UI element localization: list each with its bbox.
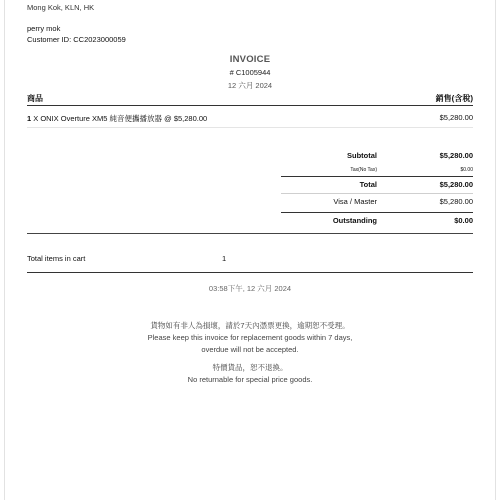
item-description: X ONIX Overture XM5 純音便攜播放器 @ $5,280.00 (33, 114, 208, 123)
special-price-note-en: No returnable for special price goods. (187, 375, 313, 384)
outstanding-label: Outstanding (332, 216, 377, 225)
tax-value: $0.00 (460, 167, 473, 173)
customer-id: Customer ID: CC2023000059 (27, 35, 126, 44)
print-timestamp: 03:58下午, 12 六月 2024 (208, 284, 292, 293)
total-value: $5,280.00 (439, 180, 473, 189)
cart-count-value: 1 (222, 254, 227, 263)
return-policy-en-line1: Please keep this invoice for replacement goods within 7 days, (147, 333, 353, 342)
payment-label: Visa / Master (333, 197, 377, 206)
subtotal-value: $5,280.00 (439, 151, 473, 160)
line-item (27, 113, 473, 124)
subtotal-label: Subtotal (347, 151, 377, 160)
cart-count-label: Total items in cart (27, 254, 86, 263)
invoice-number: # C1005944 (229, 68, 271, 77)
header-divider (27, 105, 473, 106)
section-divider (27, 233, 473, 234)
special-price-note-zh: 特價貨品，恕不退換。 (212, 363, 288, 372)
return-policy-en-line2: overdue will not be accepted. (201, 345, 299, 354)
payment-divider (281, 193, 473, 194)
invoice-date: 12 六月 2024 (227, 81, 273, 90)
customer-name: perry mok (27, 24, 61, 33)
payment-value: $5,280.00 (439, 197, 473, 206)
item-divider (27, 127, 473, 128)
total-label: Total (359, 180, 377, 189)
tax-label: Tax(No Tax) (350, 167, 377, 173)
outstanding-value: $0.00 (454, 216, 473, 225)
column-header-price: 銷售(含稅) (435, 94, 473, 103)
outstanding-divider (281, 212, 473, 213)
item-total: $5,280.00 (439, 113, 473, 122)
column-header-item: 商品 (27, 94, 43, 103)
total-divider (281, 176, 473, 177)
store-address: Mong Kok, KLN, HK (27, 3, 95, 12)
invoice-title: INVOICE (229, 54, 271, 65)
item-qty: 1 (27, 114, 32, 123)
cart-divider (27, 272, 473, 273)
return-policy-zh: 貨物如有非人為損壞，請於7天內憑票更換，逾期恕不受理。 (150, 321, 350, 330)
